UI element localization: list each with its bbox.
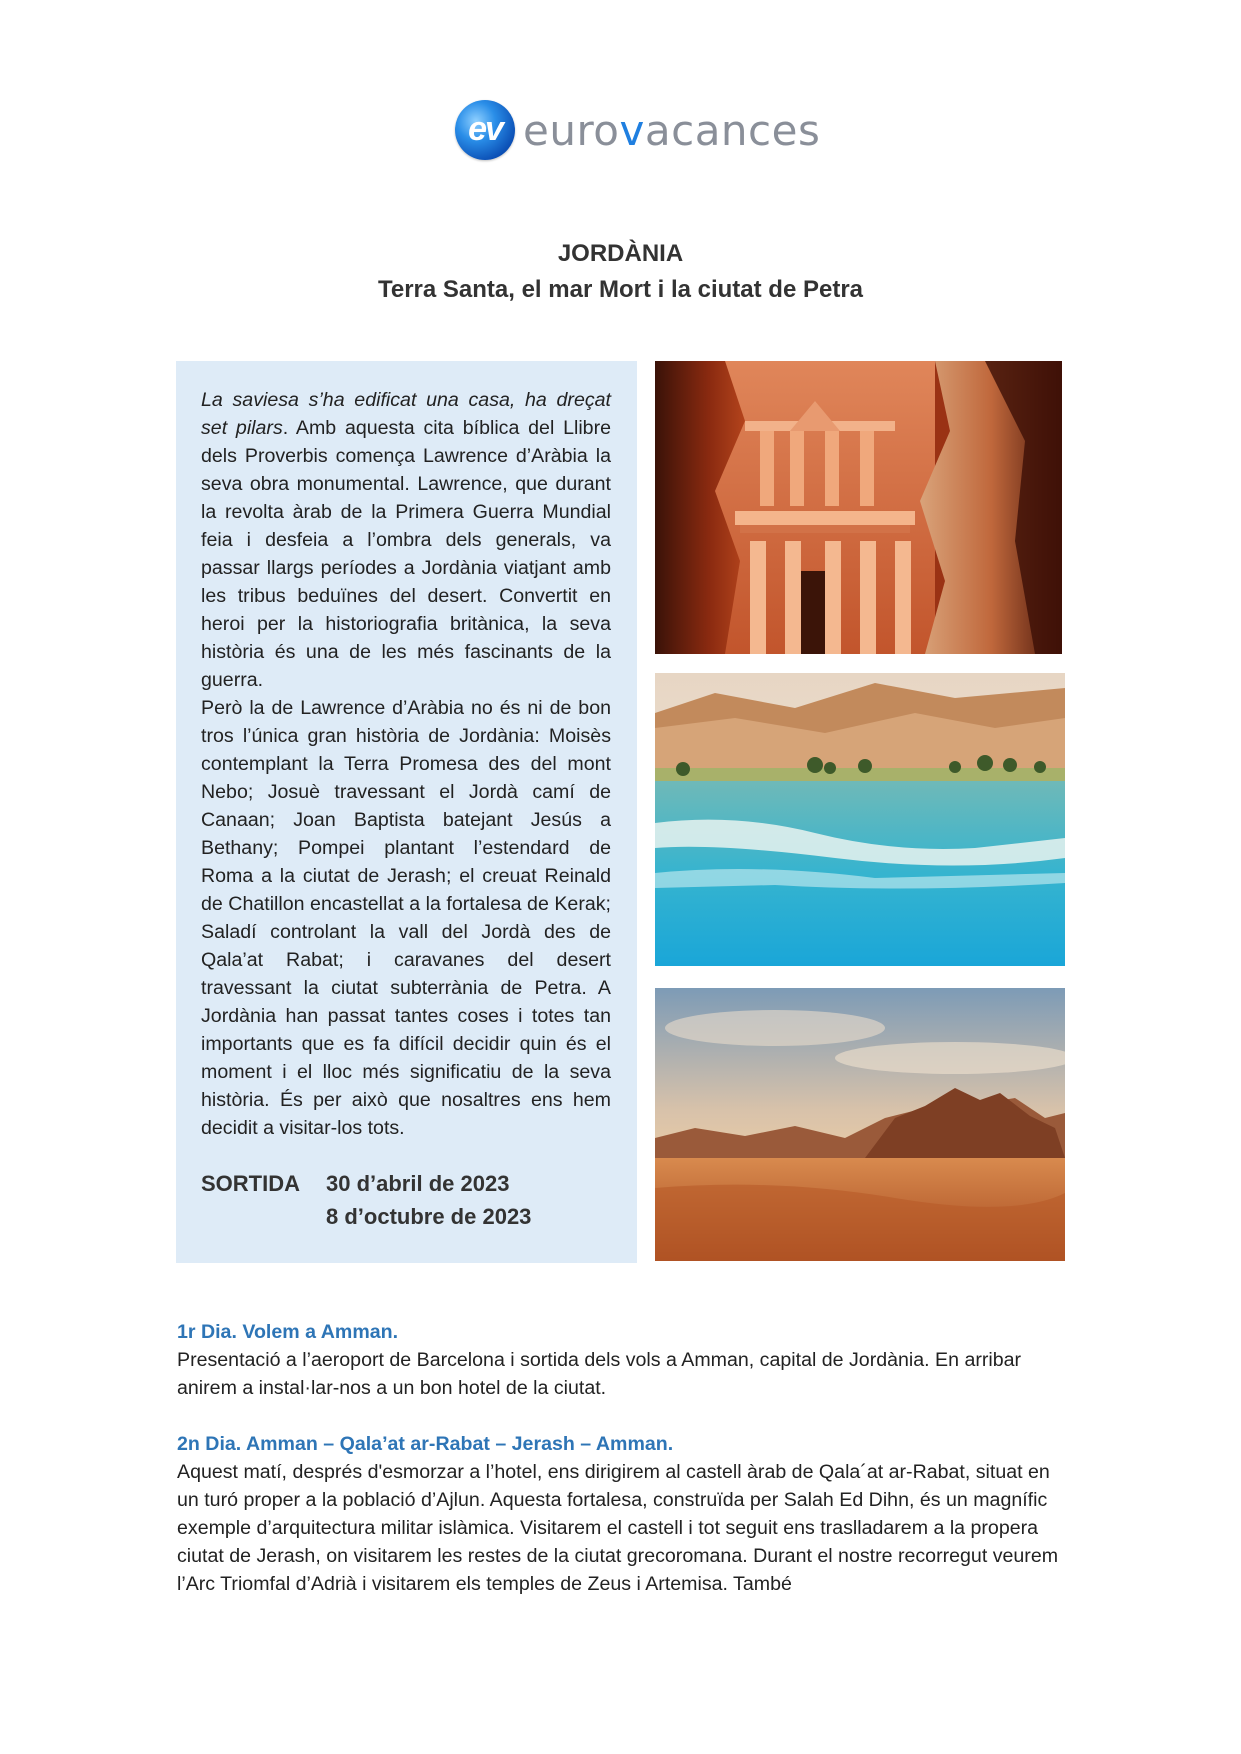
day-1-text: Presentació a l’aeroport de Barcelona i sortida dels vols a Amman, capital de Jordània. En arribar anirem a instal·lar-nos a un bon hotel de la ciutat. — [177, 1349, 1022, 1399]
day-2-title: 2n Dia. Amman – Qala’at ar-Rabat – Jerash – Amman. — [177, 1433, 674, 1455]
day-1-title: 1r Dia. Volem a Amman. — [177, 1321, 399, 1343]
itinerary-day-2 — [177, 1430, 1075, 1598]
intro-quote: La saviesa s’ha edificat una casa, ha dreçat set pilars — [201, 389, 611, 439]
intro-paragraph-1 — [201, 386, 611, 694]
brand-logo — [455, 100, 821, 162]
logo-mark-text: ev — [468, 110, 502, 148]
page-title — [0, 236, 1241, 308]
departure-label: SORTIDA — [201, 1171, 300, 1196]
departure-date-1: 30 d’abril de 2023 — [326, 1171, 510, 1196]
intro-text — [201, 386, 611, 1142]
itinerary-day-1 — [177, 1318, 1075, 1402]
photo-desert — [655, 988, 1065, 1261]
title-country: JORDÀNIA — [557, 240, 684, 267]
logo-word-highlight: v — [619, 106, 645, 155]
logo-word-pre: euro — [523, 106, 620, 155]
intro-paragraph-1-text: . Amb aquesta cita bíblica del Llibre dels Proverbis comença Lawrence d’Aràbia la seva obra monumental. Lawrence, que durant la revolta àrab de la Primera Guerra Mundial feia i desfeia a l’ombra dels generals, va passar llargs períodes a Jordània viatjant amb les tribus beduïnes del desert. Convertit en heroi per la historiografia britànica, la seva història és una de les més fascinants de la guerra. — [201, 417, 611, 691]
intro-box — [176, 361, 637, 1263]
photo-petra-treasury — [655, 361, 1062, 654]
intro-paragraph-2: Però la de Lawrence d’Aràbia no és ni de bon tros l’única gran història de Jordània: Moisès contemplant la Terra Promesa des del mont Nebo; Josuè travessant el Jordà camí de Canaan; Joan Baptista batejant Jesús a Bethany; Pompei plantant l’estendard de Roma a la ciutat de Jerash; el creuat Reinald de Chatillon encastellat a la fortalesa de Kerak; Saladí controlant la vall del Jordà des de Qala’at Rabat; i caravanes del desert travessant la ciutat subterrània de Petra. A Jordània han passat tantes coses i totes tan importants que es fa difícil decidir quin és el moment i el lloc més significatiu de la seva història. És per això que nosaltres ens hem decidit a visitar-los tots. — [201, 697, 611, 1139]
logo-wordmark — [523, 106, 820, 155]
departure-date-2: 8 d’octubre de 2023 — [326, 1204, 532, 1229]
photo-dead-sea — [655, 673, 1065, 966]
logo-word-post: acances — [644, 106, 821, 155]
title-subtitle: Terra Santa, el mar Mort i la ciutat de Petra — [377, 276, 864, 303]
day-2-text: Aquest matí, després d'esmorzar a l’hotel, ens dirigirem al castell àrab de Qala´at ar-Rabat, situat en un turó proper a la població d’Ajlun. Aquesta fortalesa, construïda per Salah Ed Dihn, és un magnífic exemple d’arquitectura militar islàmica. Visitarem el castell i tot seguit ens traslladarem a la propera ciutat de Jerash, on visitarem les restes de la ciutat grecoromana. Durant el nostre recorregut veurem l’Arc Triomfal d’Adrià i visitarem els temples de Zeus i Artemisa. També — [177, 1461, 1059, 1595]
